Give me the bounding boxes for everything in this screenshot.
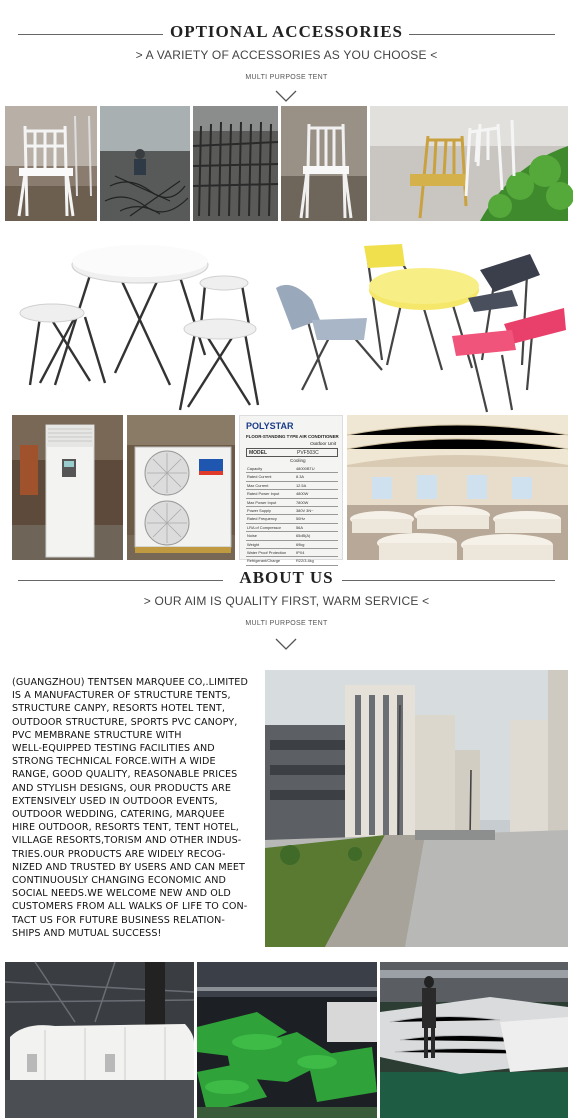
pvc-membrane-factory-photo xyxy=(380,962,568,1118)
description-line: RANGE, GOOD QUALITY, REASONABLE PRICES xyxy=(12,769,238,781)
description-line: NIZED AND TRUSTED BY USERS AND CAN MEET xyxy=(12,861,246,873)
section-title: OPTIONAL ACCESSORIES xyxy=(164,22,409,41)
model-row xyxy=(246,448,338,457)
green-tent-fabric-photo xyxy=(197,962,377,1118)
description-line: HIRE OUTDOOR, RESORTS TENT, TENT HOTEL, xyxy=(12,822,239,834)
section-subtitle: > OUR AIM IS QUALITY FIRST, WARM SERVICE < xyxy=(143,594,430,608)
description-line: TRIES.OUR PRODUCTS ARE WIDELY RECOG- xyxy=(12,848,226,860)
spec-row xyxy=(246,499,338,507)
description-line: WELL-EQUIPPED TESTING FACILITIES AND xyxy=(12,743,215,755)
spec-key: Rated Frequency xyxy=(247,516,277,522)
description-line: STRUCTURE CANPY, RESORTS HOTEL TENT, xyxy=(12,703,225,715)
spec-row xyxy=(246,549,338,557)
brand-logo: POLYSTAR xyxy=(246,421,294,431)
gold-white-chairs-photo xyxy=(370,106,568,221)
spec-value: 50Hz xyxy=(296,516,306,522)
spec-key: Rated Power Input xyxy=(247,491,280,497)
model-label: MODEL xyxy=(249,450,268,456)
outdoor-ac-unit-photo xyxy=(127,415,235,560)
white-tent-warehouse-photo xyxy=(5,962,194,1118)
accessories-header xyxy=(0,22,573,81)
spec-value: 7800W xyxy=(296,499,309,505)
description-line: CONTINUOUSLY CHANGING ECONOMIC AND xyxy=(12,875,226,887)
workshop-photo xyxy=(100,106,190,221)
section-tagline: MULTI PURPOSE TENT xyxy=(245,74,328,81)
spec-key: Rated Current xyxy=(247,474,272,480)
tent-interior-photo xyxy=(347,415,568,560)
spec-key: Max Current xyxy=(247,482,269,488)
chevron-down-icon xyxy=(275,90,297,102)
about-header xyxy=(0,568,573,627)
description-line: CUSTOMERS FROM ALL WALKS OF LIFE TO CON- xyxy=(12,901,248,913)
spec-row xyxy=(246,490,338,498)
mode-value: Cooling xyxy=(290,458,306,463)
section-title: ABOUT US xyxy=(233,568,339,587)
description-line: VILLAGE RESORTS,TORISM AND OTHER INDUS- xyxy=(12,835,242,847)
chair-frames-photo xyxy=(193,106,278,221)
spec-value: 48000BTU xyxy=(296,466,315,471)
spec-value: IPX4 xyxy=(296,549,305,555)
description-line: (GUANGZHOU) TENTSEN MARQUEE CO,.LIMITED xyxy=(12,677,248,688)
indoor-ac-unit-photo xyxy=(12,415,123,560)
spec-key: Refrigerant/Charge xyxy=(247,558,281,564)
description-line: OUTDOOR STRUCTURE, SPORTS PVC CANOPY, xyxy=(12,716,238,728)
spec-key: LRA of Compressor xyxy=(247,524,281,530)
description-line: STRONG TECHNICAL FORCE.WITH A WIDE xyxy=(12,756,216,768)
model-value: PVF503C xyxy=(297,450,319,456)
spec-row xyxy=(246,482,338,490)
spec-value: 65dB(A) xyxy=(296,533,311,539)
spec-row xyxy=(246,541,338,549)
chevron-down-icon xyxy=(275,638,297,650)
spec-value: 56A xyxy=(296,524,303,530)
spec-key: Capacity xyxy=(247,466,263,471)
spec-key: Water Proof Protection xyxy=(247,549,287,555)
spec-key: Power Supply xyxy=(247,507,272,513)
description-line: SHIPS AND MUTUAL SUCCESS! xyxy=(12,927,162,939)
description-line: AND STYLISH DESIGNS, OUR PRODUCTS ARE xyxy=(12,782,232,794)
section-tagline: MULTI PURPOSE TENT xyxy=(245,620,328,627)
section-subtitle: > A VARIETY OF ACCESSORIES AS YOU CHOOSE < xyxy=(135,48,438,62)
round-table-stools-photo xyxy=(10,235,275,415)
spec-row xyxy=(246,515,338,523)
spec-row xyxy=(246,465,338,473)
spec-value: 4800W xyxy=(296,491,309,497)
ac-spec-label xyxy=(239,415,343,564)
description-line: PVC MEMBRANE STRUCTURE WITH xyxy=(12,729,182,741)
chiavari-chair-photo xyxy=(5,106,97,221)
spec-row xyxy=(246,532,338,540)
folding-chairs-photo xyxy=(272,240,567,415)
spec-row xyxy=(246,557,338,565)
description-line: SOCIAL NEEDS.WE WELCOME NEW AND OLD xyxy=(12,888,231,900)
description-line: TACT US FOR FUTURE BUSINESS RELATION- xyxy=(12,914,225,926)
spec-row xyxy=(246,473,338,481)
spec-table xyxy=(246,465,338,566)
spec-unit: Outdoor Unit xyxy=(309,441,336,446)
description-line: OUTDOOR WEDDING, CATERING, MARQUEE xyxy=(12,809,225,821)
spec-key: Weight xyxy=(247,541,260,547)
spec-key: Noise xyxy=(247,533,257,539)
spec-key: Max Power Input xyxy=(247,499,277,505)
spec-value: 380V 3N~ xyxy=(296,507,314,513)
company-description xyxy=(12,676,260,940)
spec-value: 12.5A xyxy=(296,482,307,488)
spec-value: R22/3.4kg xyxy=(296,558,314,564)
spec-desc: FLOOR-STANDING TYPE AIR CONDITIONER xyxy=(246,434,339,439)
spec-row xyxy=(246,507,338,515)
spec-value: 69kg xyxy=(296,541,305,547)
spec-row xyxy=(246,524,338,532)
white-chair-photo xyxy=(281,106,367,221)
factory-exterior-photo xyxy=(265,670,568,947)
spec-value: 8.3A xyxy=(296,474,305,480)
description-line: EXTENSIVELY USED IN OUTDOOR EVENTS, xyxy=(12,795,218,807)
description-line: IS A MANUFACTURER OF STRUCTURE TENTS, xyxy=(12,690,231,702)
